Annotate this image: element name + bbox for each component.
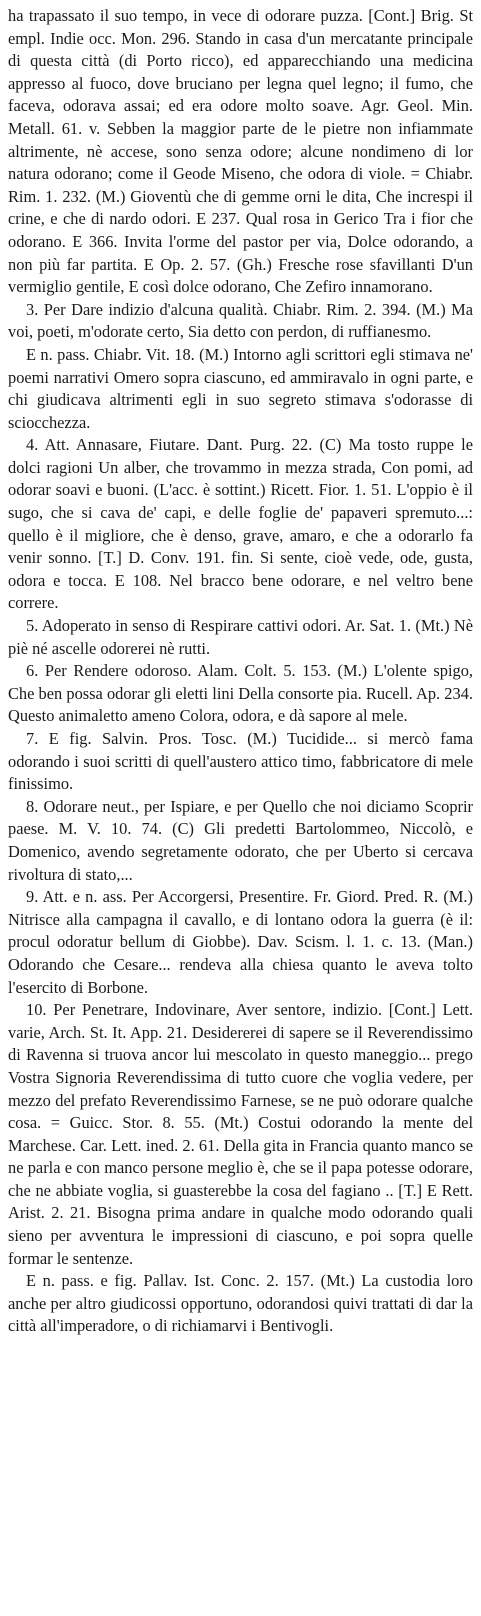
paragraph-sense-3: 3. Per Dare indizio d'alcuna qualità. Chiabr. Rim. 2. 394. (M.) Ma voi, poeti, m'odorate certo, Sia detto con perdon, di ruffianesmo. [8,299,473,342]
paragraph-continuation: ha trapassato il suo tempo, in vece di odorare puzza. [Cont.] Brig. St empl. Indie occ. Mon. 296. Stando in casa d'un mercatante principale di questa città (di Porto ricco), ed apparecchiando una medicina appresso al fuoco, dove bruciano per legna quel legno; il fumo, che faceva, odorava assai; ed era odore molto soave. Agr. Geol. Min. Metall. 61. v. Sebben la maggior parte de le pietre non infiammate altrimente, nè accese, sono senza odore; alcune nondimeno di lor natura odorano; come il Geode Miseno, che odora di viole. = Chiabr. Rim. 1. 232. (M.) Gioventù che di gemme orni le dita, Che increspi il crine, e che di nardo odori. E 237. Qual rosa in Gerico Tra i fior che odorano. E 366. Invita l'orme del pastor per via, Dolce odorando, a non più far partita. E Op. 2. 57. (Gh.) Fresche rose sfavillanti D'un vermiglio gentile, E così dolce odorano, Che Zefiro innamorano. [8,6,473,297]
paragraph-sense-4: 4. Att. Annasare, Fiutare. Dant. Purg. 22. (C) Ma tosto ruppe le dolci ragioni Un alber, che trovammo in mezza strada, Con pomi, ad odorar soavi e buoni. (L'acc. è sottint.) Ricett. Fior. 1. 51. L'oppio è il sugo, che si cava de' capi, e delle foglie de' papaveri spremuto...: quello è il migliore, che è denso, grave, amaro, e che a odorarlo fa venir sonno. [T.] D. Conv. 191. fin. Si sente, cioè vede, ode, gusta, odora e tocca. E 108. Nel bracco bene odorare, e nel veltro bene correre. [8,435,473,613]
paragraph-sense-3-pass: E n. pass. Chiabr. Vit. 18. (M.) Intorno agli scrittori egli stimava ne' poemi narrativi Omero sopra ciascuno, ed ammiravalo in ogni parte, e chi giudicava altrimenti egli in suo segreto stimava s'odorasse di sciocchezza. [8,344,473,432]
paragraph-sense-10: 10. Per Penetrare, Indovinare, Aver sentore, indizio. [Cont.] Lett. varie, Arch. St. It. App. 21. Desidererei di sapere se il Reverendissimo di Ravenna si truova ancor lui mescolato in questo maneggio... prego Vostra Signoria Reverendissima di tutto cuore che voglia vedere, per mezzo del prefato Reverendissimo Farnese, se ne può odorare qualche cosa. = Guicc. Stor. 8. 55. (Mt.) Costui odorando la mente del Marchese. Car. Lett. ined. 2. 61. Della gita in Francia quanto manco se ne parla e con manco persone meglio è, che se il papa potesse odorare, che ne abbiate voglia, si guasterebbe la cosa del fagiano .. [T.] E Rett. Arist. 2. 21. Bisogna prima andare in qualche modo odorando quali sieno per avventura le impressioni di ciascuno, e poi sopra quelle formar le sentenze. [8,1000,473,1268]
paragraph-sense-6: 6. Per Rendere odoroso. Alam. Colt. 5. 153. (M.) L'olente spigo, Che ben possa odorar gli eletti lini Della consorte pia. Rucell. Ap. 234. Questo animaletto ameno Colora, odora, e dà sapore al mele. [8,661,473,726]
paragraph-sense-9: 9. Att. e n. ass. Per Accorgersi, Presentire. Fr. Giord. Pred. R. (M.) Nitrisce alla campagna il cavallo, e di lontano odora la guerra (è il: procul odoratur bellum di Giobbe). Dav. Scism. l. 1. c. 13. (Man.) Odorando che Cesare... rendeva alla chiesa quanto le aveva tolto l'esercito di Borbone. [8,887,473,997]
paragraph-sense-5: 5. Adoperato in senso di Respirare cattivi odori. Ar. Sat. 1. (Mt.) Nè piè né ascelle odorerei nè rutti. [8,616,473,658]
paragraph-sense-10-pass: E n. pass. e fig. Pallav. Ist. Conc. 2. 157. (Mt.) La custodia loro anche per altro giudicossi opportuno, odorandosi quivi trattati di dar la città all'imperadore, o di richiamarvi i Bentivogli. [8,1271,473,1336]
paragraph-sense-7: 7. E fig. Salvin. Pros. Tosc. (M.) Tucidide... si mercò fama odorando i suoi scritti di quell'austero attico timo, fabbricatore di mele finissimo. [8,729,473,794]
paragraph-sense-8: 8. Odorare neut., per Ispiare, e per Quello che noi diciamo Scoprir paese. M. V. 10. 74. (C) Gli predetti Bartolommeo, Niccolò, e Domenico, avendo segretamente odorato, che per Uberto si cercava rivoltura di stato,... [8,796,473,884]
